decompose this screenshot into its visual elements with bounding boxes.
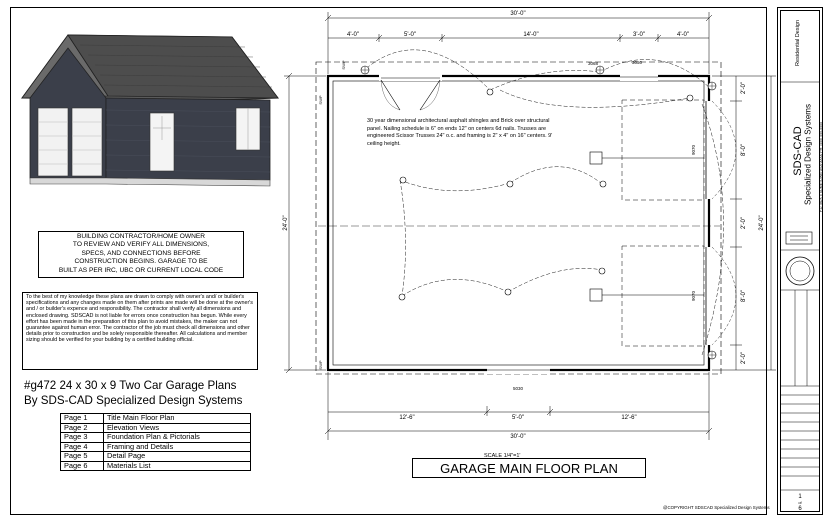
page-title: Detail Page <box>104 452 251 462</box>
sheet-total: 6 <box>798 506 802 512</box>
dim-text-top-4: 3'-0" <box>633 32 645 38</box>
roof-note: 30 year dimensional architectural asphalt shingles and Brick over structural panel. Nailing schedule is 6" on ends 12" on centers 6d nails. Trusses are engineered Scissor Trusses 24" o.c. and framing is 2" x 4" on 16" centers. 9' ceiling height. <box>367 118 553 147</box>
dim-text-right-1: 2'-0" <box>741 82 747 94</box>
plan-title-line1: #g472 24 x 30 x 9 Two Car Garage Plans <box>24 379 237 392</box>
wall-label-top: SWP <box>341 60 346 70</box>
dim-text-top-2: 5'-0" <box>404 32 416 38</box>
contractor-note-line: TO REVIEW AND VERIFY ALL DIMENSIONS, <box>72 241 210 249</box>
dim-text-right-overall: 24'-0" <box>759 215 765 231</box>
dim-text-top-3: 14'-0" <box>523 32 539 38</box>
sheet-of: of <box>798 500 802 505</box>
title-block-category: Residential Design <box>795 20 801 66</box>
dim-text-bottom-3: 12'-6" <box>621 415 637 421</box>
title-block-address: P.O. BOX 5 SOMETOWN USA 00000 PH: (555) 555-5555 <box>819 121 823 213</box>
dim-text-top-1: 4'-0" <box>347 32 359 38</box>
page-title: Framing and Details <box>104 442 251 452</box>
title-block-company: SDS-CAD <box>792 126 804 176</box>
contractor-note-line: CONSTRUCTION BEGINS. GARAGE TO BE <box>74 258 208 266</box>
page-number: Page 5 <box>61 452 104 462</box>
page-title: Title Main Floor Plan <box>104 414 251 424</box>
floor-plan-title: GARAGE MAIN FLOOR PLAN <box>412 458 646 478</box>
wall-label-left-2: SWP <box>318 360 323 370</box>
dim-text-bottom-overall: 30'-0" <box>510 434 526 440</box>
page-title: Foundation Plan & Pictorials <box>104 433 251 443</box>
garage-door-label-1: 9070 <box>691 144 696 156</box>
page-number: Page 2 <box>61 423 104 433</box>
window-label-2: 3050 <box>631 60 643 65</box>
dim-text-right-2: 8'-0" <box>741 144 747 156</box>
page-number: Page 6 <box>61 461 104 471</box>
dim-text-top-overall: 30'-0" <box>510 11 526 17</box>
page-title: Elevation Views <box>104 423 251 433</box>
dim-text-right-4: 8'-0" <box>741 290 747 302</box>
page-number: Page 4 <box>61 442 104 452</box>
page-number: Page 3 <box>61 433 104 443</box>
window-label: 3068 <box>587 61 599 66</box>
sheet-current: 1 <box>798 494 802 500</box>
scale-label: SCALE 1/4"=1' <box>484 453 521 459</box>
page-number: Page 1 <box>61 414 104 424</box>
garage-door-label-2: 9070 <box>691 290 696 302</box>
window-label-3: 5030 <box>512 386 524 391</box>
copyright: @COPYRIGHT SDSCAD Specialized Design Systems <box>663 505 770 510</box>
dim-text-bottom-1: 12'-6" <box>399 415 415 421</box>
dim-text-bottom-2: 5'-0" <box>512 415 524 421</box>
contractor-note-line: BUILT AS PER IRC, UBC OR CURRENT LOCAL CODE <box>58 266 224 274</box>
title-block-company-full: Specialized Design Systems <box>803 104 813 205</box>
plan-title-line2: By SDS-CAD Specialized Design Systems <box>24 394 243 407</box>
wall-label-left: SWP <box>318 95 323 105</box>
contractor-note-line: SPECS, AND CONNECTIONS BEFORE <box>81 249 201 257</box>
dim-text-top-5: 4'-0" <box>677 32 689 38</box>
dim-text-left-overall: 24'-0" <box>283 215 289 231</box>
page-title: Materials List <box>104 461 251 471</box>
dim-text-right-3: 2'-0" <box>741 217 747 229</box>
sheet-number <box>780 494 820 512</box>
dim-text-right-5: 2'-0" <box>741 352 747 364</box>
contractor-note-line: BUILDING CONTRACTOR/HOME OWNER <box>76 233 206 240</box>
disclaimer: To the best of my knowledge these plans are drawn to comply with owner's and/ or builder's specifications and any changes made on them after prints are made will be done at the owner's and / or builder's expence and responsibility. The contractor shall verify all dimensions and enclosed drawing. SDSCAD is not liable for errors once construction has begun. While every effort has been made in the preparation of this plan to avoid mistakes, the maker can not guarantee against human error. The contractor of the job must check all dimensions and other details prior to construction and be solely responsible thereafter. All calculations and member sizing should be verified for your building by a certified building official. <box>22 292 258 370</box>
